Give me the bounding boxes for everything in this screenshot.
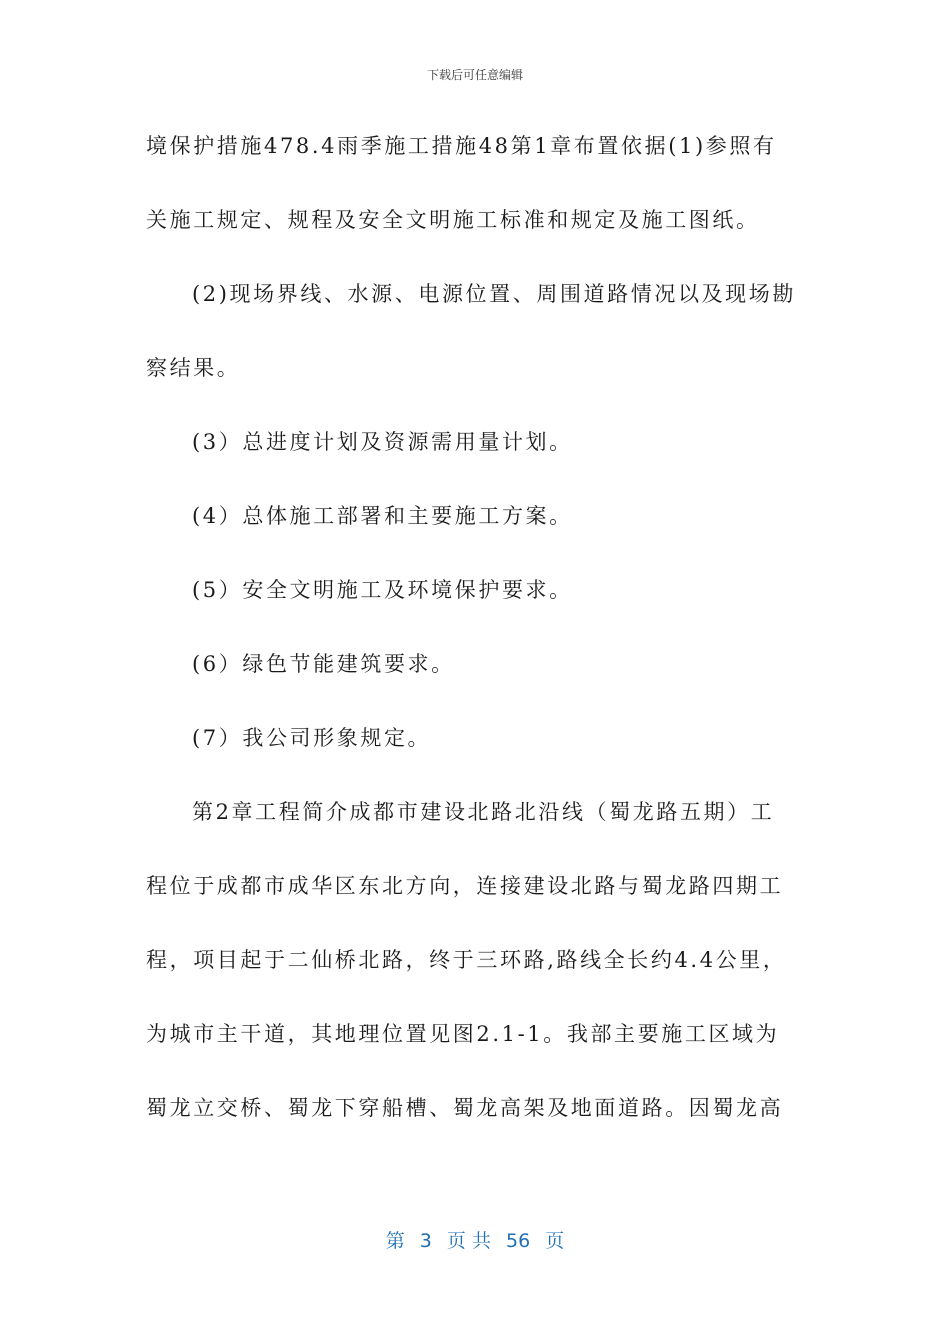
text-line: (2)现场界线、水源、电源位置、周围道路情况以及现场勘	[192, 282, 796, 306]
text-line: 程，项目起于二仙桥北路，终于三环路,路线全长约4.4公里，	[146, 948, 787, 972]
footer-total-pages: 56	[506, 1230, 531, 1252]
footer-di: 第	[385, 1230, 405, 1252]
footer-page-number: 3	[419, 1230, 432, 1252]
text-line: (5）安全文明施工及环境保护要求。	[192, 578, 573, 602]
text-line: 蜀龙立交桥、蜀龙下穿船槽、蜀龙高架及地面道路。因蜀龙高	[146, 1096, 784, 1120]
text-line: 察结果。	[146, 356, 241, 380]
text-line: (3）总进度计划及资源需用量计划。	[192, 430, 573, 454]
page-footer	[0, 1226, 950, 1253]
text-line: (6）绿色节能建筑要求。	[192, 652, 455, 676]
text-line: 第2章工程简介成都市建设北路北沿线（蜀龙路五期）工	[192, 800, 775, 824]
footer-ye-gong: 页 共	[446, 1230, 491, 1252]
document-body	[146, 128, 806, 1164]
text-line: 关施工规定、规程及安全文明施工标准和规定及施工图纸。	[146, 208, 760, 232]
text-line: (4）总体施工部署和主要施工方案。	[192, 504, 573, 528]
text-line: 境保护措施478.4雨季施工措施48第1章布置依据(1)参照有	[146, 134, 777, 158]
text-line: 程位于成都市成华区东北方向，连接建设北路与蜀龙路四期工	[146, 874, 784, 898]
page-header: 下载后可任意编辑	[426, 68, 523, 82]
text-line: 为城市主干道，其地理位置见图2.1-1。我部主要施工区域为	[146, 1022, 780, 1046]
text-line: (7）我公司形象规定。	[192, 726, 432, 750]
footer-ye: 页	[545, 1230, 565, 1252]
